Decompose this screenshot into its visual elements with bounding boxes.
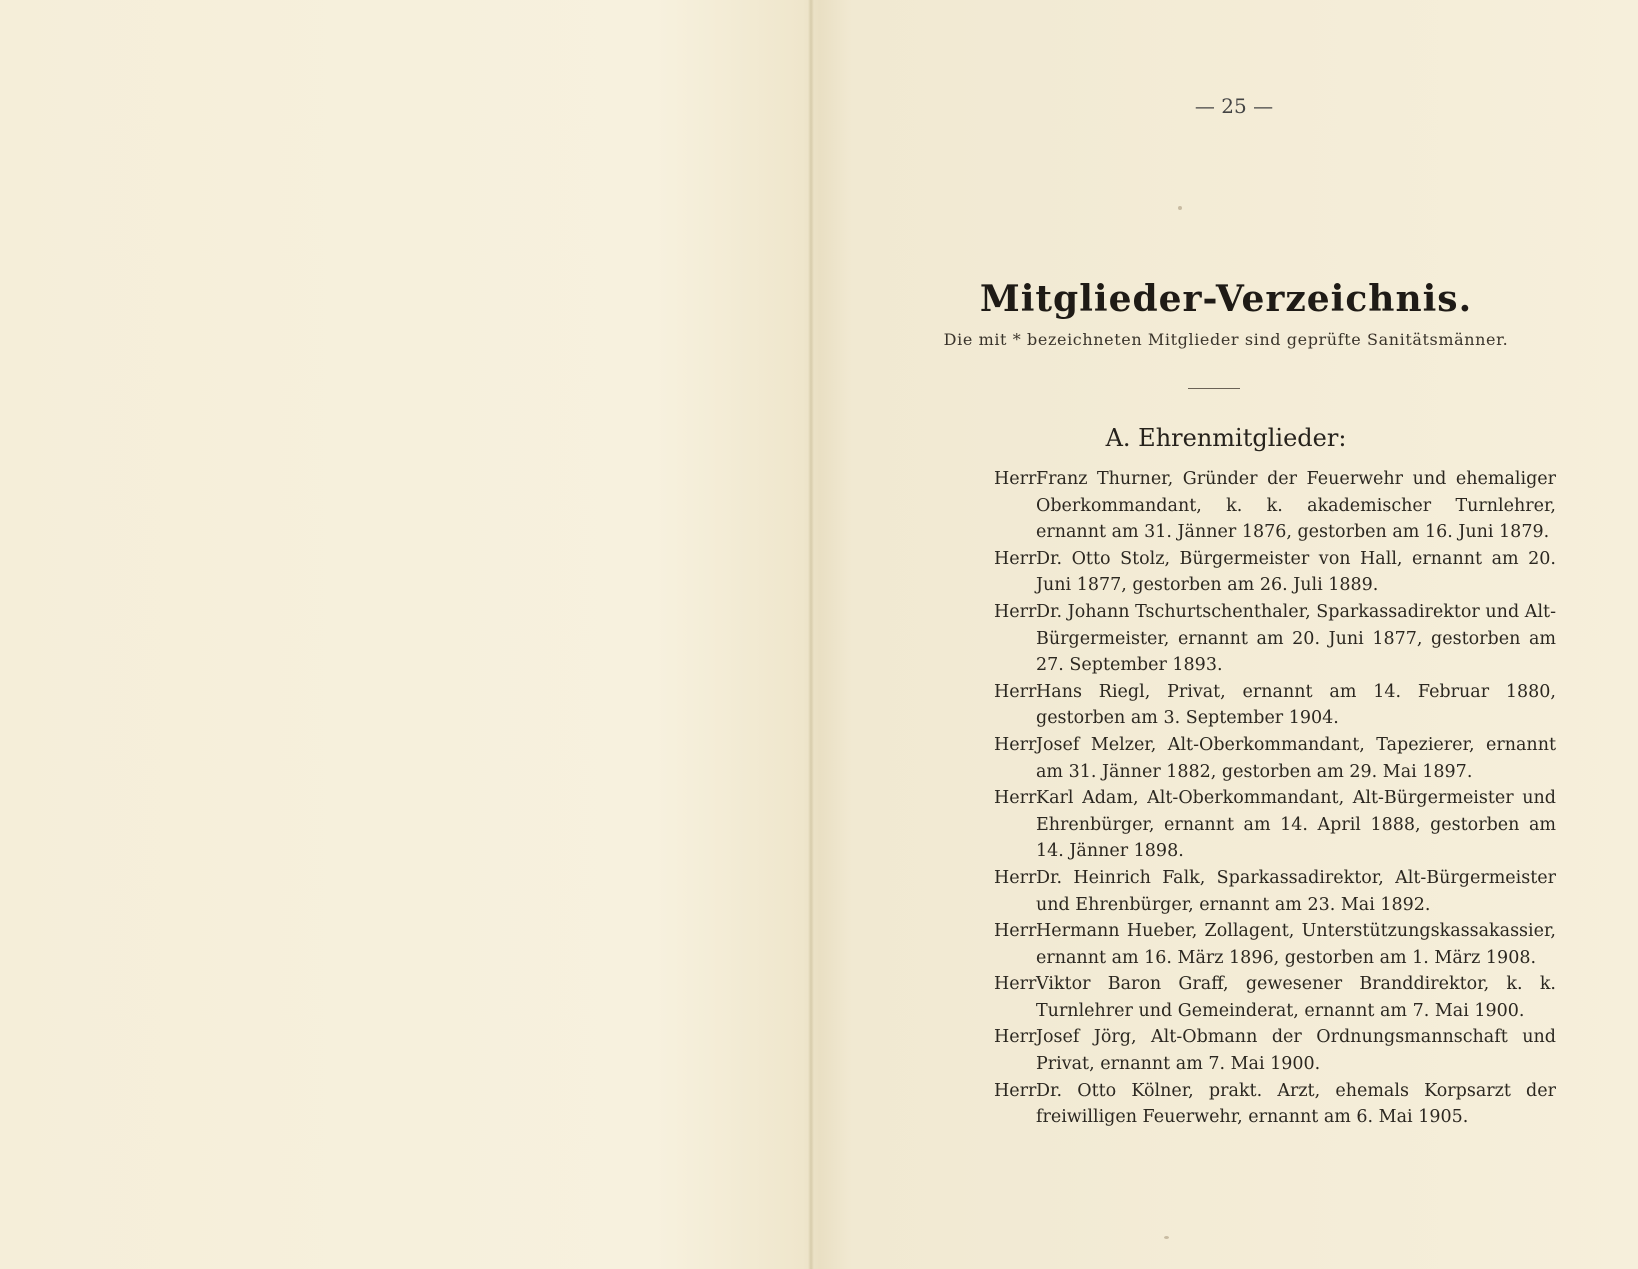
entry-prefix: Herr [994, 1027, 1037, 1048]
entry-text: Dr. Johann Tschurtschenthaler, Sparkassadirektor und Alt-Bürgermeister, ernannt am 20. Juni 1877, gestorben am 27. September 1893. [1036, 601, 1556, 676]
list-item [814, 865, 1638, 918]
entry-text: Viktor Baron Graff, gewesener Branddirektor, k. k. Turnlehrer und Gemeinderat, ernannt am 7. Mai 1900. [1036, 974, 1556, 1021]
entry-text: Dr. Heinrich Falk, Sparkassadirektor, Alt-Bürgermeister und Ehrenbürger, ernannt am 23. Mai 1892. [1036, 867, 1556, 915]
list-item [814, 1024, 1638, 1077]
list-item [814, 971, 1638, 1024]
entry-prefix: Herr [994, 469, 1037, 489]
entry-prefix: Herr [994, 548, 1037, 569]
right-page [814, 0, 1638, 1269]
entry-prefix: Herr [994, 788, 1037, 809]
entry-text: Franz Thurner, Gründer der Feuerwehr und ehemaliger Oberkommandant, k. k. akademischer Turnlehrer, ernannt am 31. Jänner 1876, gestorben am 16. Juni 1879. [1036, 469, 1556, 543]
entry-prefix: Herr [994, 974, 1037, 995]
entry-text: Karl Adam, Alt-Oberkommandant, Alt-Bürgermeister und Ehrenbürger, ernannt am 14. April 1888, gestorben am 14. Jänner 1898. [1036, 788, 1556, 862]
entry-prefix: Herr [994, 734, 1037, 755]
print-speck [1164, 1236, 1169, 1239]
list-item [814, 599, 1638, 679]
entry-text: Hans Riegl, Privat, ernannt am 14. Februar 1880, gestorben am 3. September 1904. [1036, 681, 1556, 729]
entry-text: Hermann Hueber, Zollagent, Unterstützungskassakassier, ernannt am 16. März 1896, gestorben am 1. März 1908. [1036, 921, 1556, 968]
entry-prefix: Herr [994, 867, 1037, 888]
list-item [814, 679, 1638, 732]
left-page-blank [0, 0, 808, 1269]
entry-text: Dr. Otto Kölner, prakt. Arzt, ehemals Korpsarzt der freiwilligen Feuerwehr, ernannt am 6. Mai 1905. [1036, 1080, 1556, 1128]
entry-prefix: Herr [994, 681, 1037, 702]
entry-text: Josef Jörg, Alt-Obmann der Ordnungsmannschaft und Privat, ernannt am 7. Mai 1900. [1036, 1027, 1556, 1075]
entry-prefix: Herr [994, 921, 1037, 942]
entry-text: Josef Melzer, Alt-Oberkommandant, Tapezierer, ernannt am 31. Jänner 1882, gestorben am 29. Mai 1897. [1036, 734, 1556, 782]
list-item [814, 1078, 1638, 1131]
entry-prefix: Herr [994, 601, 1037, 622]
entry-prefix: Herr [994, 1080, 1037, 1101]
member-list [814, 466, 1638, 1131]
list-item [814, 918, 1638, 971]
title-divider [1188, 388, 1240, 389]
entry-text: Dr. Otto Stolz, Bürgermeister von Hall, ernannt am 20. Juni 1877, gestorben am 26. Juli 1889. [1036, 548, 1556, 596]
list-item [814, 546, 1638, 599]
list-item [814, 732, 1638, 785]
page-number: — 25 — [1194, 94, 1274, 118]
page-subtitle: Die mit * bezeichneten Mitglieder sind geprüfte Sanitätsmänner. [943, 330, 1509, 349]
list-item [814, 785, 1638, 865]
page-title: Mitglieder-Verzeichnis. [979, 278, 1473, 320]
list-item [814, 466, 1638, 546]
print-speck [1178, 206, 1182, 210]
section-heading: A. Ehrenmitglieder: [1105, 424, 1347, 452]
